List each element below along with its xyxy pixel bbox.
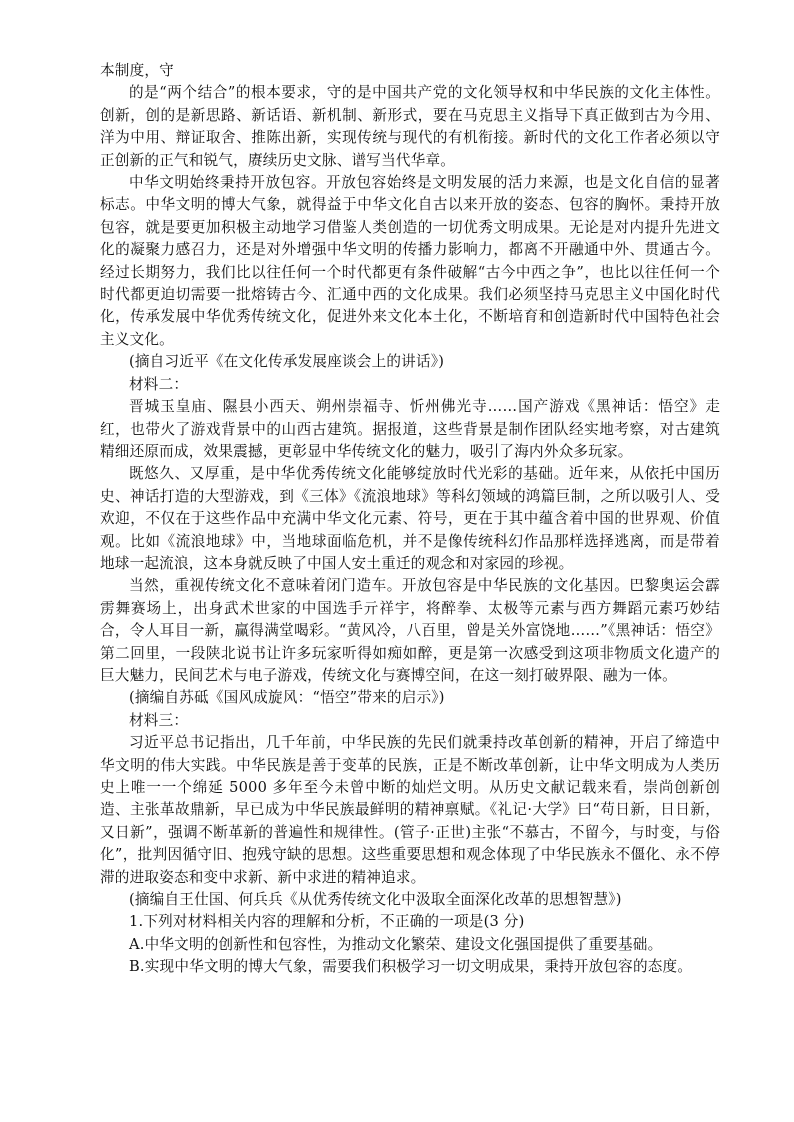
question-1-option-a: A.中华文明的创新性和包容性，为推动文化繁荣、建设文化强国提供了重要基础。 [129,935,663,953]
material-two-source: (摘编自苏砥《国风成旋风：“悟空”带来的启示》) [129,689,445,707]
material-one-paragraph-1: 的是“两个结合”的根本要求，守的是中国共产党的文化领导权和中华民族的文化主体性。创新，创的是新思路、新话语、新机制、新形式，要在马克思主义指导下真正做到古为今用、洋为中用、辩证取舍、推陈出新，实现传统与现代的有机衔接。新时代的文化工作者必须以守正创新的正气和锐气，赓续历史文脉、谱写当代华章。 [100,84,720,169]
material-three-source: (摘编自王仕国、何兵兵《从优秀传统文化中汲取全面深化改革的思想智慧》) [129,891,622,909]
document-body [100,60,720,979]
material-one-source: (摘自习近平《在文化传承发展座谈会上的讲话》) [129,353,445,371]
material-two-paragraph-2: 既悠久、又厚重，是中华优秀传统文化能够绽放时代光彩的基础。近年来，从依托中国历史、神话打造的大型游戏，到《三体》《流浪地球》等科幻领域的鸿篇巨制，之所以吸引人、受欢迎，不仅在于这些作品中充满中华文化元素、符号，更在于其中蕴含着中国的世界观、价值观。比如《流浪地球》中，当地球面临危机，并不是像传统科幻作品那样选择逃离，而是带着地球一起流浪，这本身就反映了中国人安土重迁的观念和对家园的珍视。 [100,465,720,572]
material-two-paragraph-3: 当然，重视传统文化不意味着闭门造车。开放包容是中华民族的文化基因。巴黎奥运会霹雳舞赛场上，出身武术世家的中国选手亓祥宇，将醉拳、太极等元素与西方舞蹈元素巧妙结合，令人耳目一新，赢得满堂喝彩。“黄风冷，八百里，曾是关外富饶地……”《黑神话：悟空》第二回里，一段陕北说书让许多玩家听得如痴如醉，更是第一次感受到这项非物质文化遗产的巨大魅力，民间艺术与电子游戏，传统文化与赛博空间，在这一刻打破界限、融为一体。 [100,577,720,684]
lead-line: 本制度，守 [100,62,174,79]
material-two-label: 材料二： [129,375,189,393]
material-two-paragraph-1: 晋城玉皇庙、隰县小西天、朔州崇福寺、忻州佛光寺……国产游戏《黑神话：悟空》走红，也带火了游戏背景中的山西古建筑。据报道，这些背景是制作团队经实地考察，对古建筑精细还原而成，效果震撼，更彰显中华传统文化的魅力，吸引了海内外众多玩家。 [100,398,720,460]
question-1-stem: 1.下列对材料相关内容的理解和分析，不正确的一项是(3 分) [129,913,525,931]
question-1-option-b: B.实现中华文明的博大气象，需要我们积极学习一切文明成果，秉持开放包容的态度。 [129,958,693,976]
material-three-label: 材料三： [129,711,189,729]
material-three-paragraph-1: 习近平总书记指出，几千年前，中华民族的先民们就秉持改革创新的精神，开启了缔造中华文明的伟大实践。中华民族是善于变革的民族，正是不断改革创新，让中华文明成为人类历史上唯一一个绵延 5000 多年至今未曾中断的灿烂文明。从历史文献记载来看，崇尚创新创造、主张革故鼎新，早已成为中华民族最鲜明的精神禀赋。《礼记·大学》曰“苟日新，日日新，又日新”，强调不断革新的普遍性和规律性。(管子·正世)主张“不慕古，不留今，与时变，与俗化”，批判因循守旧、抱残守缺的思想。这些重要思想和观念体现了中华民族永不僵化、永不停滞的进取姿态和变中求新、新中求进的精神追求。 [100,734,720,886]
material-one-paragraph-2: 中华文明始终秉持开放包容。开放包容始终是文明发展的活力来源，也是文化自信的显著标志。中华文明的博大气象，就得益于中华文化自古以来开放的姿态、包容的胸怀。秉持开放包容，就是要更加积极主动地学习借鉴人类创造的一切优秀文明成果。无论是对内提升先进文化的凝聚力感召力，还是对外增强中华文明的传播力影响力，都离不开融通中外、贯通古今。经过长期努力，我们比以往任何一个时代都更有条件破解“古今中西之争”，也比以往任何一个时代都更迫切需要一批熔铸古今、汇通中西的文化成果。我们必须坚持马克思主义中国化时代化，传承发展中华优秀传统文化，促进外来文化本土化，不断培育和创造新时代中国特色社会主义文化。 [100,174,720,348]
